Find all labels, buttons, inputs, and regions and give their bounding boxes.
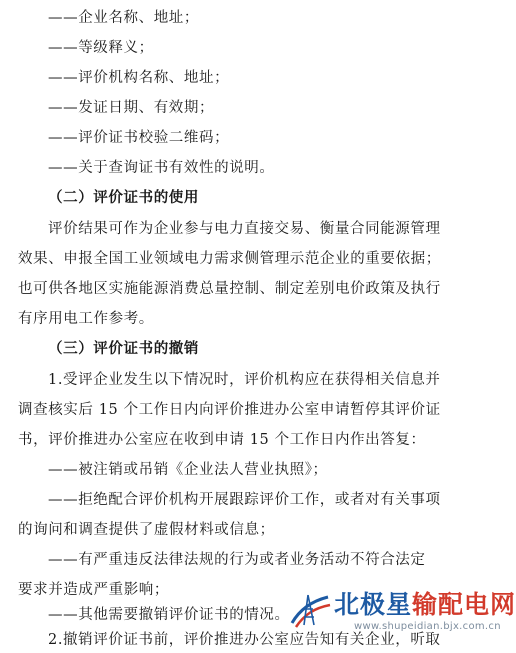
text-line: ——发证日期、有效期；: [48, 100, 215, 116]
paragraph-line: 2.撤销评价证书前，评价推进办公室应告知有关企业，听取: [48, 632, 441, 648]
text-line: ——评价机构名称、地址；: [48, 70, 230, 86]
section-heading: （二）评价证书的使用: [48, 189, 199, 206]
text-line: ——评价证书校验二维码；: [48, 130, 230, 146]
paragraph-line: 有序用电工作参考。: [18, 311, 154, 327]
text-line: 要求并造成严重影响；: [18, 582, 169, 598]
paragraph-line: 效果、申报全国工业领域电力需求侧管理示范企业的重要依据；: [18, 251, 441, 267]
section-heading: （三）评价证书的撤销: [48, 340, 199, 357]
site-watermark: [284, 583, 516, 647]
paragraph-line: 评价结果可作为企业参与电力直接交易、衡量合同能源管理: [48, 221, 441, 237]
paragraph-line: 调查核实后 15 个工作日内向评价推进办公室申请暂停其评价证: [18, 402, 441, 418]
text-line: ——被注销或吊销《企业法人营业执照》；: [48, 462, 328, 478]
watermark-url: www.shupeidian.bjx.com.cn: [354, 621, 501, 632]
text-line: ——关于查询证书有效性的说明。: [48, 160, 275, 176]
paragraph-line: 也可供各地区实施能源消费总量控制、制定差别电价政策及执行: [18, 281, 441, 297]
text-line: ——企业名称、地址；: [48, 10, 199, 26]
watermark-title: 北极星输配电网: [334, 590, 516, 619]
text-line: 的询问和调查提供了虚假材料或信息；: [18, 522, 275, 538]
text-line: ——其他需要撤销评价证书的情况。: [48, 607, 290, 623]
paragraph-line: 书，评价推进办公室应在收到申请 15 个工作日内作出答复：: [18, 432, 426, 448]
text-line: ——拒绝配合评价机构开展跟踪评价工作，或者对有关事项: [48, 492, 441, 508]
text-line: ——等级释义；: [48, 40, 154, 56]
paragraph-line: 1.受评企业发生以下情况时，评价机构应在获得相关信息并: [48, 372, 441, 388]
text-line: ——有严重违反法律法规的行为或者业务活动不符合法定: [48, 552, 426, 568]
pylon-logo-icon: [286, 589, 332, 629]
